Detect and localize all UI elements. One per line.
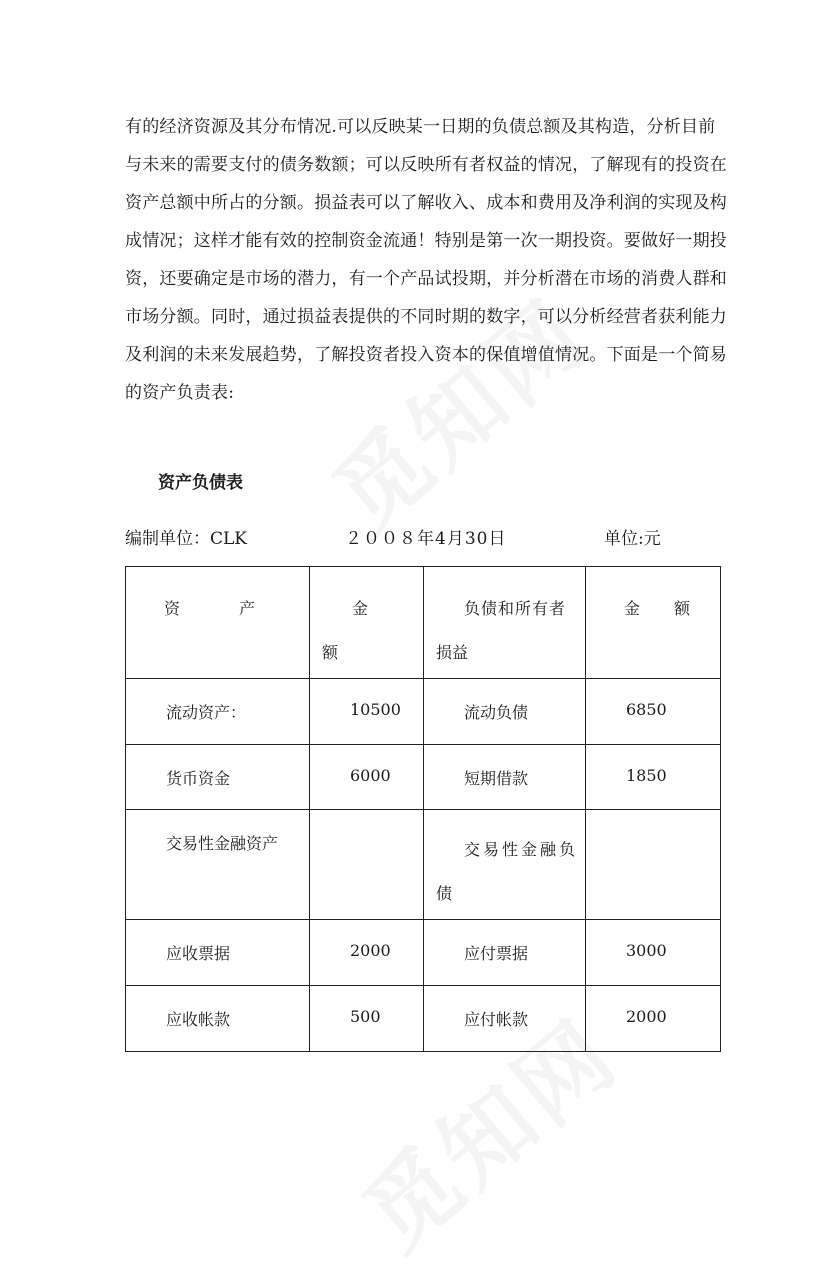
asset-amount: 6000: [350, 766, 391, 785]
report-date: ２００８年4月30日: [345, 529, 507, 549]
table-row: [126, 810, 721, 920]
liability-amount: 1850: [626, 766, 667, 785]
table-row: [126, 920, 721, 986]
prepared-by-unit: 编制单位：CLK: [125, 529, 247, 549]
header-asset-amount-part2: 额: [322, 643, 339, 662]
liability-amount: 6850: [626, 700, 667, 719]
balance-sheet-table: [125, 566, 721, 1052]
table-header-row: [126, 567, 721, 679]
asset-amount: 2000: [350, 941, 391, 960]
asset-name: 货币资金: [166, 769, 231, 788]
header-asset-amount-part1: 金: [352, 599, 369, 618]
header-cell: [586, 567, 721, 679]
table-row: [126, 986, 721, 1052]
asset-name: 交易性金融资产: [166, 834, 279, 853]
paragraph-line: 资，还要确定是市场的潜力，有一个产品试投期，并分析潜在市场的消费人群和: [125, 269, 727, 289]
asset-amount: 500: [350, 1007, 381, 1026]
header-liability-part1: 负债和所有者: [464, 599, 567, 618]
asset-name: 应收票据: [166, 944, 231, 963]
table-row: [126, 745, 721, 810]
asset-amount: [310, 810, 423, 831]
paragraph-line: 与未来的需要支付的债务数额；可以反映所有者权益的情况，了解现有的投资在: [125, 155, 727, 175]
body-paragraph: [125, 108, 727, 412]
paragraph-line: 成情况；这样才能有效的控制资金流通！特别是第一次一期投资。要做好一期投: [125, 231, 727, 251]
header-liability-part2: 损益: [436, 643, 469, 662]
paragraph-line: 资产总额中所占的分额。损益表可以了解收入、成本和费用及净利润的实现及构: [125, 193, 727, 213]
asset-name: 流动资产：: [166, 703, 247, 722]
liability-name: 短期借款: [464, 769, 529, 788]
header-asset: 资 产: [164, 599, 265, 618]
liability-name-part1: 交易性金融负: [464, 840, 579, 859]
table-title: 资产负债表: [158, 473, 243, 493]
liability-name: 应付票据: [464, 944, 529, 963]
header-cell: [310, 567, 424, 679]
asset-name: 应收帐款: [166, 1010, 231, 1029]
paragraph-line: 市场分额。同时，通过损益表提供的不同时期的数字，可以分析经营者获利能力: [125, 307, 727, 327]
liability-name-part2: 债: [436, 884, 453, 903]
liability-name: 流动负债: [464, 703, 529, 722]
paragraph-line: 及利润的未来发展趋势，了解投资者投入资本的保值增值情况。下面是一个简易: [125, 345, 727, 365]
header-liability-amount: 金 额: [624, 599, 700, 618]
liability-name: 应付帐款: [464, 1010, 529, 1029]
currency-unit: 单位:元: [604, 529, 661, 549]
table-row: [126, 679, 721, 745]
liability-amount: [586, 810, 720, 831]
paragraph-line: 的资产负责表:: [125, 383, 235, 403]
header-cell: [126, 567, 310, 679]
header-cell: [424, 567, 586, 679]
asset-amount: 10500: [350, 700, 401, 719]
paragraph-line: 有的经济资源及其分布情况.可以反映某一日期的负债总额及其构造，分析目前: [125, 117, 716, 137]
liability-amount: 3000: [626, 941, 667, 960]
liability-amount: 2000: [626, 1007, 667, 1026]
